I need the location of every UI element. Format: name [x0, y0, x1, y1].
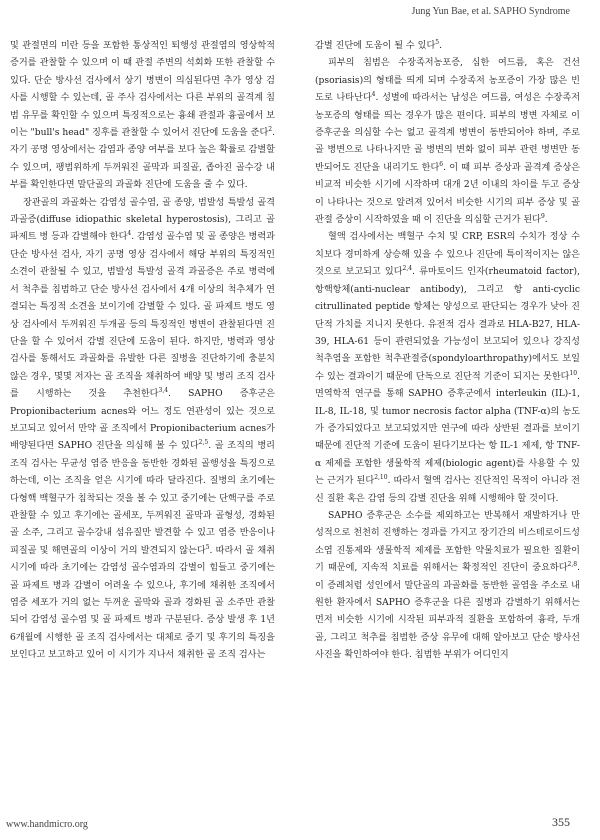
- right-paragraph-3: 혈액 검사에서는 백혈구 수치 및 CRP, ESR의 수치가 정상 수치보다 경미하게 상승해 있을 수 있으나 진단에 특이적이지는 않은 것으로 보고되고 있다$^{2,4}$. 류마토이드 인자(rheumatoid factor), 항핵항체(anti-nuclear antibody), 그리고 항 anti-cyclic citrullinated peptide 항체는 양성으로 판단되는 경우가 낮아 진단적 가치를 지니지 못한다. 유전적 검사 결과로 HLA-B27, HLA-39, HLA-61 등이 관련되었을 가능성이 보고되어 있으나 강직성 척추염을 포함한 척추관절증(spondyloarthropathy)에서도 보일 수 있는 결과이기 때문에 단독으로 진단적 기준이 되지는 못한다$^{10}$. 면역학적 연구를 통해 SAPHO 증후군에서 interleukin (IL)-1, IL-8, IL-18, 및 tumor necrosis factor alpha (TNF-α)의 농도가 증가되었다고 보고되었지만 연구에 따라 상반된 결과를 보이기 때문에 진단적 기준에 도움이 된다기보다는 항 IL-1 제제, 항 TNF-α 제제를 포함한 생물학적 제제(biologic agent)를 사용할 수 있는 근거가 된다$^{2,10}$. 따라서 혈액 검사는 진단적인 목적이 아니라 전신 질환 혹은 감염 등의 감별 진단을 위해 시행해야 할 것이다.: [315, 232, 580, 504]
- left-paragraph-2: 장관골의 과골화는 감염성 골수염, 골 종양, 범발성 특발성 골격 과골증(diffuse idiopathic skeletal hyperostosis), 그리고 골 파제트 병 등과 감별해야 한다$^4$. 감염성 골수염 및 골 종양은 병력과 단순 방사선 검사, 자기 공명 영상 검사에서 해당 부위의 특징적인 소견이 관찰될 수 있고, 범발성 특발성 골격 과골증은 주로 병력에서 척추를 침범하고 단순 방사선 검사에서 4개 이상의 척추체가 연결되는 특징적 소견을 보이기에 감별할 수 있다. 골 파제트 병도 영상 검사에서 두꺼워진 두개골 등의 특징적인 병변이 관찰된다면 진단을 할 수 있어서 감별 진단에 도움이 된다. 하지만, 병력과 영상 검사를 통해서도 과골화를 유발한 다른 질병을 진단하기에 충분치 않은 경우, 몇몇 저자는 골 조직을 채취하여 배양 및 병리 조직 검사를 시행하는 것을 추천한다$^{3,4}$. SAPHO 증후군은 Propionibacterium acnes와 어느 정도 연관성이 있는 것으로 보고되고 있어서 만약 골 조직에서 Propionibacterium acnes가 배양된다면 SAPHO 진단을 의심해 볼 수 있다$^{2,5}$. 골 조직의 병리 조직 검사는 무균성 염증 반응을 동반한 경화된 골행성을 특징으로 하는데, 이는 조직을 얻은 시기에 따라 달라진다. 질병의 초기에는 다형핵 백혈구가 침착되는 것을 볼 수 있고 중기에는 단핵구를 주로 관찰할 수 있고 후기에는 골세포, 두꺼워진 골막과 골형성, 경화된 골 소주, 그리고 골수강내 섬유질만 발견할 수 있고 염증 반응이나 피질골 및 해면골의 이상이 거의 발견되지 않는다$^5$. 따라서 골 채취 시기에 따라 초기에는 감염성 골수염과의 감별이 힘들고 중기에는 골 파제트 병과 감별이 어려울 수 있으나, 후기에 채취한 조직에서 염증 세포가 거의 없는 두꺼운 골막와 골과 경화된 골 소주만 관찰되어 감염성 골수염 및 골 파제트 병과 구분된다. 증상 발생 후 1년 6개월에 시행한 골 조직 검사에서는 대체로 중기 및 후기의 특징을 보인다고 보고하고 있어 이 시기가 지나서 채취한 골 조직 검사는: [10, 197, 275, 661]
- page-number: 355: [552, 815, 570, 829]
- right-paragraph-4: SAPHO 증후군은 소수를 제외하고는 반복해서 재발하거나 만성적으로 천천히 진행하는 경과를 가지고 장기간의 비스테로이드성 소염 진통제와 생물학적 제제를 포함한 약물치료가 필요한 질환이기 때문에, 지속적 치료를 위해서는 확정적인 진단이 중요하다$^{2,8}$. 이 증례처럼 성인에서 말단골의 과골화를 동반한 골염을 주소로 내원한 환자에서 SAPHO 증후군을 다른 질병과 감별하기 위해서는 먼저 비슷한 시기에 시작된 피부과적 질환을 포함하여 흉곽, 두개골, 그리고 척추를 침범한 증상 유무에 대해 알아보고 단순 방사선 사진을 확인하여야 한다. 침범한 부위가 어디인지: [315, 510, 580, 661]
- running-header: Jung Yun Bae, et al. SAPHO Syndrome: [411, 6, 570, 17]
- journal-website[interactable]: www.handmicro.org: [6, 819, 88, 830]
- right-column: [315, 38, 580, 665]
- left-paragraph-1: 및 관절면의 미란 등을 포함한 통상적인 퇴행성 관절염의 영상학적 증거를 관찰할 수 있으며 이 때 관절 주변의 석회화 또한 관찰할 수 있다. 단순 방사선 검사에서 상기 병변이 의심된다면 추가 영상 검사를 시행할 수 있는데, 골 주사 검사에서는 다른 부위의 골격계 침범 유무를 확인할 수 있으며 특징적으로는 흉쇄 관절과 흉골에서 보이는 "bull's head" 징후를 관찰할 수 있어서 진단에 도움을 준다$^2$. 자기 공명 영상에서는 감염과 종양 여부를 보다 높은 확률로 감별할 수 있으며, 팽범위하게 두꺼워진 골막과 피질골, 좁아진 골수강 내부를 확인한다면 말단골의 과골화 진단에 도움을 줄 수 있다.: [10, 41, 275, 191]
- right-paragraph-2: 피부의 침범은 수장족저농포증, 심한 여드름, 혹은 건선(psoriasis)의 형태를 띄게 되며 수장족저 농포증이 가장 많은 빈도로 나타난다$^4$. 성별에 따라서는 남성은 여드름, 여성은 수장족저농포증의 형태를 띄는 경우가 많은 편이다. 피부의 병변 자체로 이 증후군을 의심할 수는 없고 골격계 병변이 동반되어야 하며, 주로 골 병변으로 나타나지만 골 병변의 변화 없이 피부 관련 병변만 동반되어도 진단을 내리기도 한다$^6$. 이 때 피부 증상과 골격계 증상은 비교적 비슷한 시기에 시작하며 대개 2년 이내의 차이를 두고 증상이 나타나는 것으로 알려져 있어서 비슷한 시기의 피부 증상 및 골관절 증상이 시작하였을 때 이 진단을 의심할 근거가 된다$^9$.: [315, 58, 581, 226]
- left-column: [10, 38, 275, 665]
- right-paragraph-1: 감별 진단에 도움이 될 수 있다$^5$.: [315, 38, 443, 51]
